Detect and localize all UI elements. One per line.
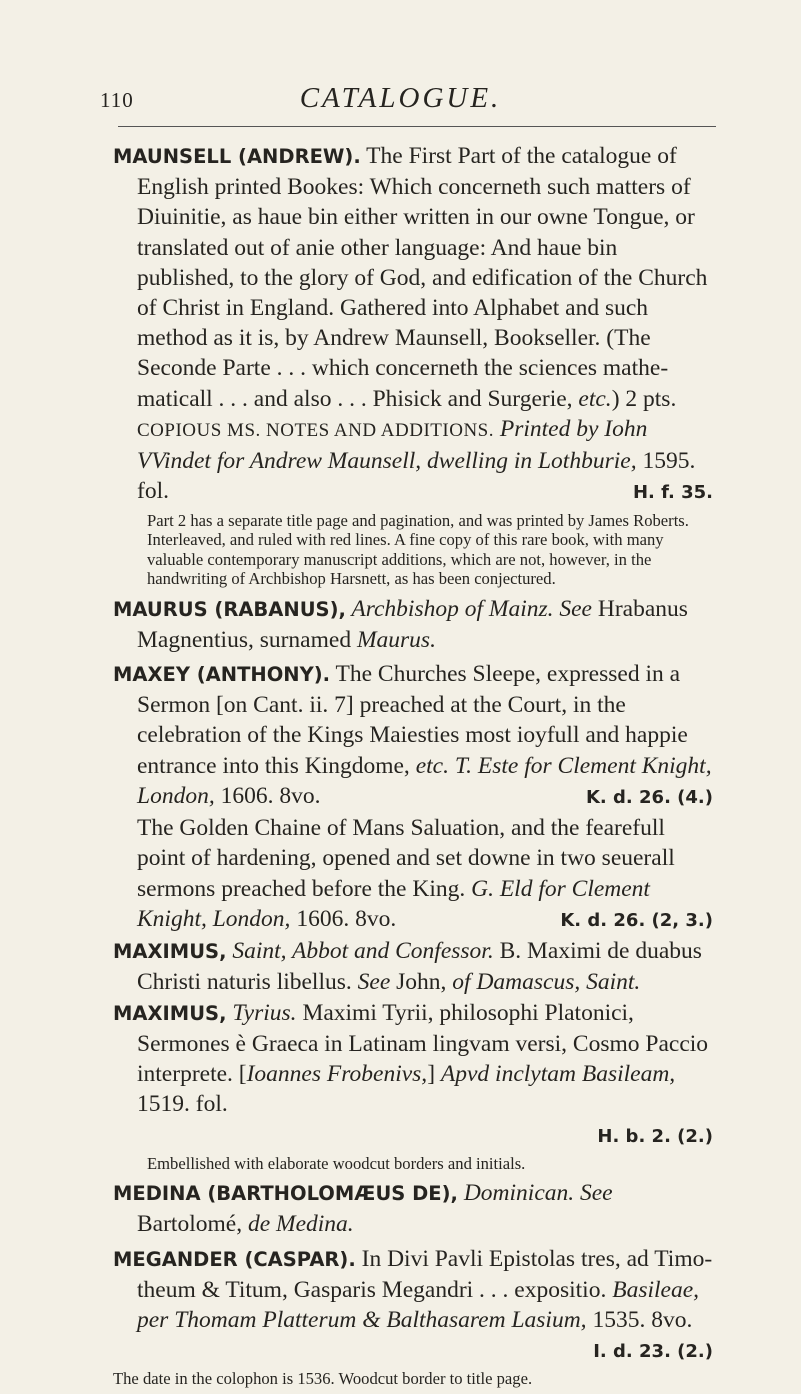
entry-smallcaps: COPIOUS MS. NOTES AND ADDITIONS. — [137, 419, 494, 441]
entry-italic: Saint, Abbot and Confessor. — [226, 938, 494, 965]
entry-text: Maximi Tyrii, philosophi Platonici, Sermones è Graeca in Latinam lingvam versi, Cosmo Paccio interprete. [ — [137, 999, 709, 1088]
entry-text: The First Part of the catalogue of English printed Bookes: Which concerneth such matters of Diuinitie, as haue bin either written in our owne Tongue, or translated out of anie other language: And haue bin published, to the glory of God, and edification of the Church of Christ in England. Gathered into Alphabet and such method as it is, by Andrew Maunsell, Bookseller. (The Seconde Parte . . . which concerneth the sciences mathe-maticall . . . and also . . . Phisick and Surgerie, — [137, 143, 708, 412]
catalogue-body — [113, 141, 713, 1394]
entry-italic: de Medina. — [247, 1211, 354, 1238]
entry-maximus-tyrius — [113, 998, 713, 1120]
entry-note: The date in the colophon is 1536. Woodcut border to title page. — [113, 1369, 533, 1389]
entry-text: 1519. fol. — [137, 1091, 228, 1118]
entry-heading: MAXEY (ANTHONY). — [113, 663, 331, 687]
entry-text: ] — [427, 1061, 441, 1088]
running-header — [0, 78, 801, 118]
entry-heading: MAURUS (RABANUS), — [113, 597, 346, 621]
entry-medina — [113, 1178, 713, 1239]
entry-text: John, — [390, 969, 453, 996]
entry-text: 1535. 8vo. — [586, 1307, 693, 1334]
shelfmark-text: K. d. 26. (4.) — [585, 787, 713, 809]
entry-text: Bartolomé, — [137, 1211, 248, 1238]
entry-note: Embellished with elaborate woodcut borders and initials. — [147, 1153, 526, 1173]
shelfmark — [113, 476, 713, 508]
entry-text: The Churches Sleepe, expressed in a Sermon [on Cant. ii. 7] preached at the Court, in the celebration of the Kings Maiesties most ioyfull and happie entrance into this Kingdome, — [137, 661, 688, 779]
page-title: CATALOGUE. — [299, 82, 502, 114]
entry-heading: MEGANDER (CASPAR). — [113, 1247, 356, 1271]
entry-text: 1606. 8vo. — [290, 905, 397, 932]
entry-italic: Dominican. See — [457, 1180, 613, 1207]
entry-maximus-saint — [113, 936, 713, 997]
entry-text: B. Maximi de duabus Christi naturis libellus. — [137, 938, 702, 996]
entry-text: Hrabanus Magnentius, surnamed — [137, 595, 688, 653]
entry-heading: MAUNSELL (ANDREW). — [113, 145, 361, 168]
shelfmark-text: I. d. 23. (2.) — [593, 1341, 713, 1363]
entry-italic: etc. — [578, 385, 612, 412]
entry-italic: Maurus. — [356, 626, 436, 653]
shelfmark — [113, 1120, 713, 1152]
shelfmark-text: H. b. 2. (2.) — [597, 1125, 713, 1147]
entry-italic: Ioannes Frobenivs, — [246, 1061, 428, 1088]
entry-heading: MEDINA (BARTHOLOMÆUS DE), — [113, 1182, 458, 1206]
shelfmark-text: H. f. 35. — [632, 482, 713, 504]
entry-italic: Tyrius. — [226, 999, 297, 1026]
entry-megander — [113, 1244, 713, 1336]
entry-maunsell — [113, 141, 713, 506]
entry-italic: See — [357, 969, 391, 996]
entry-italic: Basileae, per Thomam Platterum & Balthasarem Lasium, — [137, 1276, 700, 1334]
entry-text: 1595. fol. — [137, 448, 696, 505]
entry-maurus — [113, 594, 713, 655]
entry-italic: etc. T. Este for Clement Knight, London, — [137, 752, 712, 809]
entry-heading: MAXIMUS, — [113, 1001, 227, 1025]
entry-italic: G. Eld for Clement Knight, London, — [137, 875, 650, 932]
header-rule — [118, 126, 716, 127]
entry-imprint: Printed by Iohn VVindet for Andrew Maunsell, dwelling in Lothburie, — [137, 415, 648, 475]
entry-text: 1606. 8vo. — [214, 782, 321, 809]
entry-text: ) 2 pts. — [611, 385, 677, 412]
entry-italic: Archbishop of Mainz. See — [345, 595, 592, 622]
entry-italic: of Damascus, Saint. — [452, 969, 641, 996]
entry-italic: Apvd inclytam Basileam, — [440, 1061, 676, 1088]
entry-heading: MAXIMUS, — [113, 940, 227, 964]
shelfmark — [113, 1335, 713, 1367]
page-number: 110 — [100, 88, 134, 112]
entry-text: In Divi Pavli Epistolas tres, ad Timo-theum & Titum, Gasparis Megandri . . . expositio. — [137, 1245, 713, 1303]
entry-text: The Golden Chaine of Mans Saluation, and the fearefull point of hardening, opened and set downe in two seuerall sermons preached before the King. — [137, 815, 675, 902]
shelfmark-text: K. d. 26. (2, 3.) — [560, 910, 713, 932]
entry-note: Part 2 has a separate title page and pagination, and was printed by James Roberts. Interleaved, and ruled with red lines. A fine copy of this rare book, with many valuable contemporary manuscript additions, which are not, however, in the handwriting of Archbishop Harsnett, as has been conjectured. — [147, 510, 689, 589]
